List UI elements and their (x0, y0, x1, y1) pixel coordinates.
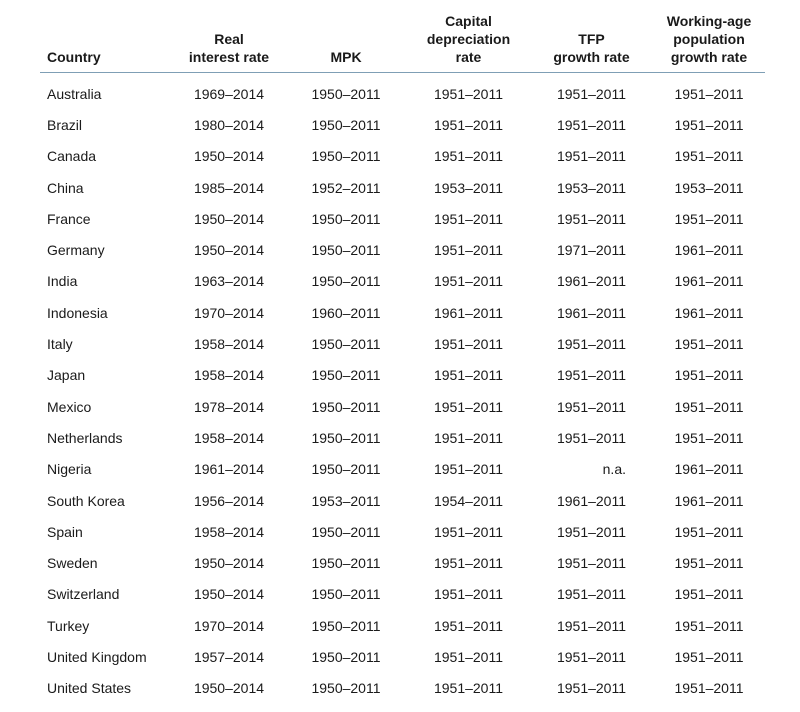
cell-mpk: 1950–2011 (311, 85, 381, 102)
cell-capital-depreciation-rate: 1951–2011 (433, 461, 504, 478)
cell-country: Switzerland (47, 586, 120, 603)
table-row (40, 641, 765, 672)
cell-working-age-population-growth-rate: 1951–2011 (674, 586, 744, 603)
cell-working-age-population-growth-rate: 1961–2011 (674, 273, 744, 290)
cell-capital-depreciation-rate: 1951–2011 (433, 367, 504, 384)
cell-working-age-population-growth-rate: 1961–2011 (674, 461, 744, 478)
cell-country: Brazil (47, 116, 83, 133)
cell-mpk: 1953–2011 (311, 492, 381, 509)
table-row (40, 485, 765, 516)
cell-working-age-population-growth-rate: 1961–2011 (674, 242, 744, 259)
cell-country: Turkey (47, 617, 90, 634)
cell-working-age-population-growth-rate: 1951–2011 (674, 85, 744, 102)
cell-mpk: 1950–2011 (311, 523, 381, 540)
cell-tfp-growth-rate: 1961–2011 (556, 273, 627, 290)
cell-working-age-population-growth-rate: 1951–2011 (674, 617, 744, 634)
cell-real-interest-rate: 1950–2014 (193, 242, 265, 259)
cell-real-interest-rate: 1956–2014 (193, 492, 265, 509)
table-row (40, 266, 765, 297)
table-row (40, 673, 765, 704)
cell-working-age-population-growth-rate: 1951–2011 (674, 210, 744, 227)
cell-mpk: 1950–2011 (311, 617, 381, 634)
table-row (40, 328, 765, 359)
cell-real-interest-rate: 1985–2014 (193, 179, 265, 196)
cell-capital-depreciation-rate: 1951–2011 (433, 85, 504, 102)
cell-capital-depreciation-rate: 1954–2011 (433, 492, 504, 509)
cell-tfp-growth-rate: 1951–2011 (556, 367, 627, 384)
cell-working-age-population-growth-rate: 1951–2011 (674, 367, 744, 384)
cell-mpk: 1950–2011 (311, 210, 381, 227)
cell-real-interest-rate: 1950–2014 (193, 210, 265, 227)
cell-mpk: 1950–2011 (311, 398, 381, 415)
cell-mpk: 1952–2011 (311, 179, 381, 196)
table-row (40, 454, 765, 485)
cell-country: Japan (47, 367, 86, 384)
cell-country: Italy (47, 336, 73, 353)
cell-real-interest-rate: 1978–2014 (193, 398, 265, 415)
cell-tfp-growth-rate: 1951–2011 (556, 429, 627, 446)
header-tfp-growth-rate: TFP growth rate (553, 31, 630, 65)
cell-mpk: 1950–2011 (311, 648, 381, 665)
cell-working-age-population-growth-rate: 1951–2011 (674, 523, 744, 540)
cell-capital-depreciation-rate: 1951–2011 (433, 148, 504, 165)
cell-capital-depreciation-rate: 1951–2011 (433, 523, 504, 540)
cell-country: Nigeria (47, 461, 92, 478)
cell-working-age-population-growth-rate: 1951–2011 (674, 336, 744, 353)
cell-real-interest-rate: 1958–2014 (193, 429, 265, 446)
table-row (40, 172, 765, 203)
header-mpk: MPK (330, 49, 362, 65)
cell-mpk: 1950–2011 (311, 461, 381, 478)
cell-capital-depreciation-rate: 1951–2011 (433, 617, 504, 634)
cell-tfp-growth-rate: 1951–2011 (556, 648, 627, 665)
cell-real-interest-rate: 1970–2014 (193, 617, 265, 634)
table-header (40, 10, 765, 73)
cell-real-interest-rate: 1970–2014 (193, 304, 265, 321)
cell-capital-depreciation-rate: 1951–2011 (433, 555, 504, 572)
table-row (40, 360, 765, 391)
cell-real-interest-rate: 1963–2014 (193, 273, 265, 290)
cell-capital-depreciation-rate: 1951–2011 (433, 273, 504, 290)
header-working-age-population-growth-rate: Working-age population growth rate (666, 13, 752, 65)
cell-tfp-growth-rate: 1961–2011 (556, 492, 627, 509)
cell-capital-depreciation-rate: 1961–2011 (433, 304, 504, 321)
cell-country: Canada (47, 148, 97, 165)
cell-real-interest-rate: 1958–2014 (193, 336, 265, 353)
table-row (40, 516, 765, 547)
cell-capital-depreciation-rate: 1951–2011 (433, 648, 504, 665)
cell-mpk: 1950–2011 (311, 273, 381, 290)
cell-tfp-growth-rate: 1951–2011 (556, 398, 627, 415)
cell-country: Netherlands (47, 429, 123, 446)
cell-mpk: 1950–2011 (311, 148, 381, 165)
cell-tfp-growth-rate: 1951–2011 (556, 617, 627, 634)
cell-tfp-growth-rate: 1951–2011 (556, 680, 627, 697)
table-row (40, 579, 765, 610)
table-row (40, 234, 765, 265)
cell-tfp-growth-rate: 1951–2011 (556, 336, 627, 353)
cell-capital-depreciation-rate: 1951–2011 (433, 336, 504, 353)
cell-real-interest-rate: 1969–2014 (193, 85, 265, 102)
cell-capital-depreciation-rate: 1951–2011 (433, 210, 504, 227)
table-row (40, 78, 765, 109)
cell-mpk: 1950–2011 (311, 555, 381, 572)
cell-mpk: 1950–2011 (311, 336, 381, 353)
cell-tfp-growth-rate: 1951–2011 (556, 148, 627, 165)
cell-real-interest-rate: 1958–2014 (193, 523, 265, 540)
cell-tfp-growth-rate: 1951–2011 (556, 586, 627, 603)
cell-working-age-population-growth-rate: 1951–2011 (674, 648, 744, 665)
cell-country: United States (47, 680, 132, 697)
header-country: Country (47, 49, 101, 65)
header-capital-depreciation-rate: Capital depreciation rate (426, 13, 511, 65)
cell-capital-depreciation-rate: 1951–2011 (433, 586, 504, 603)
cell-capital-depreciation-rate: 1951–2011 (433, 242, 504, 259)
cell-country: United Kingdom (47, 648, 147, 665)
cell-capital-depreciation-rate: 1953–2011 (433, 179, 504, 196)
table-row (40, 297, 765, 328)
cell-tfp-growth-rate: 1951–2011 (556, 116, 627, 133)
cell-tfp-growth-rate: n.a. (602, 461, 626, 478)
cell-real-interest-rate: 1950–2014 (193, 148, 265, 165)
cell-capital-depreciation-rate: 1951–2011 (433, 398, 504, 415)
cell-tfp-growth-rate: 1961–2011 (556, 304, 627, 321)
table-row (40, 422, 765, 453)
header-real-interest-rate: Real interest rate (188, 31, 270, 65)
cell-working-age-population-growth-rate: 1951–2011 (674, 148, 744, 165)
cell-country: France (47, 210, 91, 227)
cell-working-age-population-growth-rate: 1951–2011 (674, 398, 744, 415)
cell-working-age-population-growth-rate: 1951–2011 (674, 555, 744, 572)
cell-working-age-population-growth-rate: 1961–2011 (674, 304, 744, 321)
cell-tfp-growth-rate: 1951–2011 (556, 523, 627, 540)
cell-tfp-growth-rate: 1951–2011 (556, 210, 627, 227)
cell-country: Sweden (47, 555, 98, 572)
cell-tfp-growth-rate: 1953–2011 (556, 179, 627, 196)
table-row (40, 391, 765, 422)
cell-real-interest-rate: 1950–2014 (193, 586, 265, 603)
cell-mpk: 1950–2011 (311, 586, 381, 603)
cell-mpk: 1950–2011 (311, 116, 381, 133)
cell-real-interest-rate: 1957–2014 (193, 648, 265, 665)
table-row (40, 547, 765, 578)
cell-country: South Korea (47, 492, 125, 509)
cell-working-age-population-growth-rate: 1951–2011 (674, 116, 744, 133)
cell-country: China (47, 179, 84, 196)
cell-mpk: 1950–2011 (311, 242, 381, 259)
cell-real-interest-rate: 1950–2014 (193, 680, 265, 697)
cell-mpk: 1950–2011 (311, 429, 381, 446)
cell-tfp-growth-rate: 1951–2011 (556, 85, 627, 102)
cell-country: Germany (47, 242, 105, 259)
cell-real-interest-rate: 1958–2014 (193, 367, 265, 384)
table-row (40, 109, 765, 140)
cell-working-age-population-growth-rate: 1961–2011 (674, 492, 744, 509)
cell-real-interest-rate: 1961–2014 (193, 461, 265, 478)
cell-working-age-population-growth-rate: 1953–2011 (674, 179, 744, 196)
cell-country: Indonesia (47, 304, 108, 321)
cell-country: Mexico (47, 398, 92, 415)
cell-real-interest-rate: 1980–2014 (193, 116, 265, 133)
cell-working-age-population-growth-rate: 1951–2011 (674, 429, 744, 446)
cell-capital-depreciation-rate: 1951–2011 (433, 429, 504, 446)
table-row (40, 610, 765, 641)
table-row (40, 203, 765, 234)
cell-tfp-growth-rate: 1971–2011 (556, 242, 627, 259)
cell-country: Spain (47, 523, 83, 540)
table-row (40, 141, 765, 172)
cell-country: Australia (47, 85, 102, 102)
cell-capital-depreciation-rate: 1951–2011 (433, 116, 504, 133)
cell-working-age-population-growth-rate: 1951–2011 (674, 680, 744, 697)
cell-country: India (47, 273, 78, 290)
table-body (40, 78, 765, 704)
cell-tfp-growth-rate: 1951–2011 (556, 555, 627, 572)
cell-real-interest-rate: 1950–2014 (193, 555, 265, 572)
cell-capital-depreciation-rate: 1951–2011 (433, 680, 504, 697)
cell-mpk: 1950–2011 (311, 680, 381, 697)
cell-mpk: 1950–2011 (311, 367, 381, 384)
cell-mpk: 1960–2011 (311, 304, 381, 321)
